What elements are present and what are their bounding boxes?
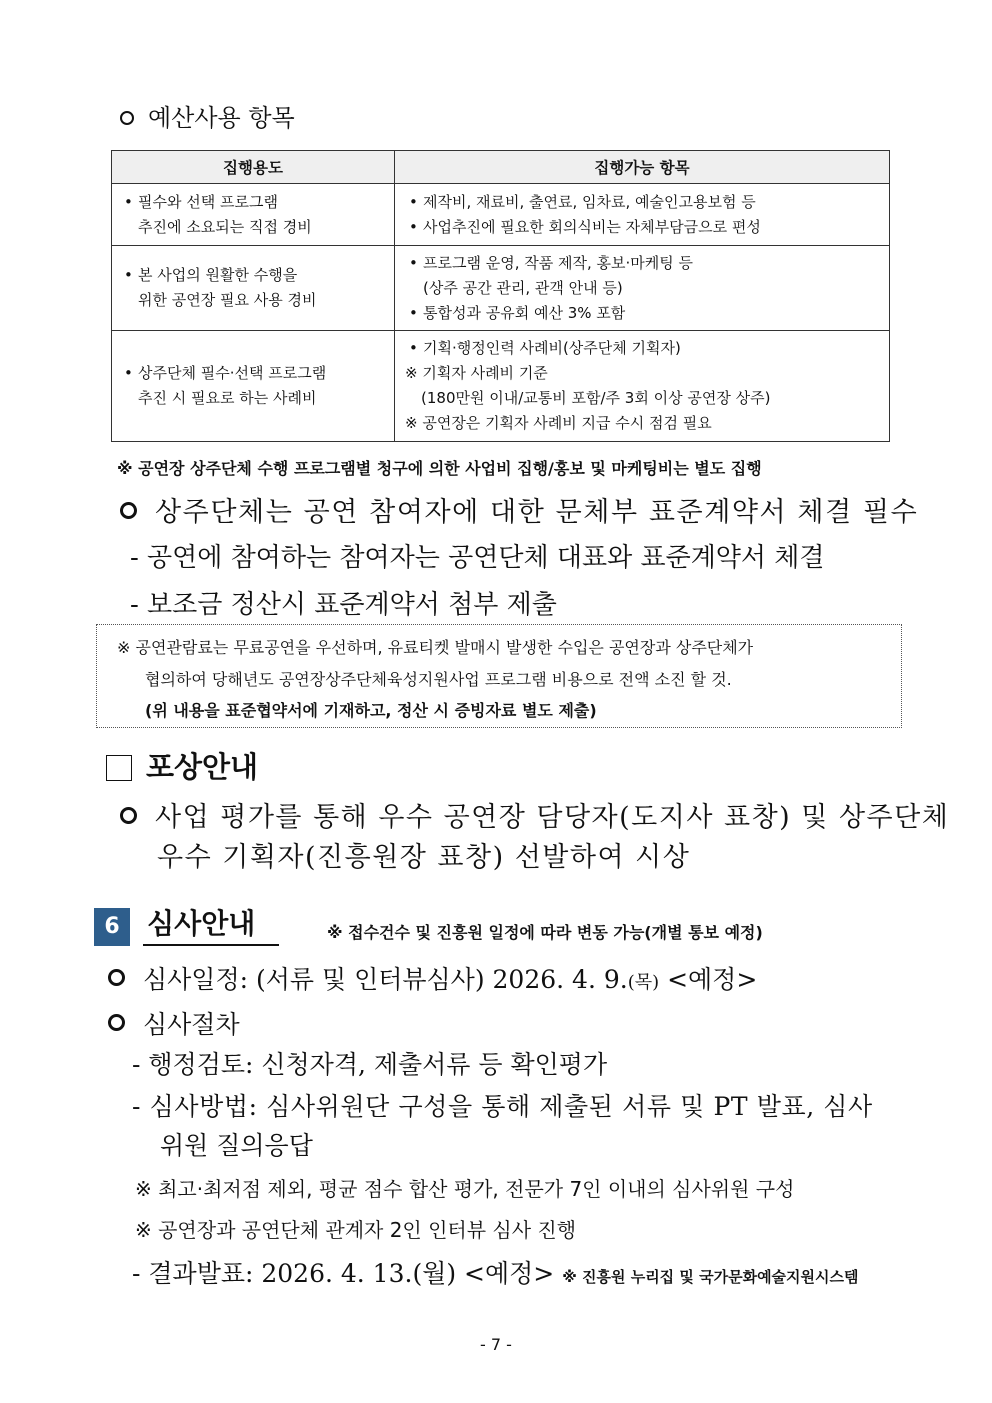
table-row [112,184,890,246]
review-admin: - 행정검토: 신청자격, 제출서류 등 확인평가 [132,1050,608,1079]
fee-note-box [96,624,902,728]
fee-note-line-1: ※ 공연관람료는 무료공연을 우선하며, 유료티켓 발매시 발생한 수입은 공연장과 상주단체가 [117,638,754,657]
item-text: • 제작비, 재료비, 출연료, 임차료, 예술인고용보험 등 [405,190,883,215]
award-title: 포상안내 [106,745,258,786]
circle-bullet-icon [108,969,125,986]
review-note-1: ※ 최고·최저점 제외, 평균 점수 합산 평가, 전문가 7인 이내의 심사위원 구성 [135,1177,795,1201]
table-row [112,246,890,331]
review-schedule: 심사일정: (서류 및 인터뷰심사) 2026. 4. 9.(목) <예정> [108,960,757,996]
page-number: - 7 - [480,1335,512,1354]
circle-bullet-icon [120,502,137,519]
use-cell [112,184,395,246]
review-method-2: 위원 질의응답 [160,1131,313,1160]
use-text: • 필수와 선택 프로그램 추진에 소요되는 직접 경비 [120,190,388,240]
table-header-row [112,151,890,184]
review-note-2: ※ 공연장과 공연단체 관계자 2인 인터뷰 심사 진행 [135,1218,577,1242]
item-text: • 기획·행정인력 사례비(상주단체 기획자) [405,336,883,361]
review-title-note: ※ 접수건수 및 진흥원 일정에 따라 변동 가능(개별 통보 예정) [327,923,763,942]
table-header-items: 집행가능 항목 [395,151,890,184]
review-method-1: - 심사방법: 심사위원단 구성을 통해 제출된 서류 및 PT 발표, 심사 [132,1092,873,1121]
items-cell [395,331,890,442]
use-text: • 상주단체 필수·선택 프로그램 추진 시 필요로 하는 사례비 [120,361,388,411]
items-cell [395,246,890,331]
use-text: • 본 사업의 원활한 수행을 위한 공연장 필요 사용 경비 [120,263,388,313]
circle-bullet-icon [120,807,137,824]
fee-note-line-3: (위 내용을 표준협약서에 기재하고, 정산 시 증빙자료 별도 제출) [145,701,597,720]
review-procedure: 심사절차 [108,1005,240,1041]
review-result-note: ※ 진흥원 누리집 및 국가문화예술지원시스템 [562,1268,859,1286]
contract-sub-1: - 공연에 참여하는 참여자는 공연단체 대표와 표준계약서 체결 [130,543,825,573]
contract-main: 상주단체는 공연 참여자에 대한 문체부 표준계약서 체결 필수 [120,490,918,529]
fee-note-line-2: 협의하여 당해년도 공연장상주단체육성지원사업 프로그램 비용으로 전액 소진 할 것. [145,670,732,689]
review-title: 심사안내 [143,902,279,946]
budget-table [111,150,890,442]
item-text: ※ 공연장은 기획자 사례비 지급 수시 점검 필요 [405,414,712,432]
table-header-use: 집행용도 [112,151,395,184]
item-text: (상주 공간 관리, 관객 안내 등) [423,278,623,297]
budget-heading: 예산사용 항목 [120,98,295,133]
item-text: ※ 기획자 사례비 기준 [405,364,548,382]
section-number-badge: 6 [94,908,130,946]
item-text: • 사업추진에 필요한 회의식비는 자체부담금으로 편성 [405,215,883,240]
review-header [94,902,279,946]
award-line-2: 우수 기획자(진흥원장 표창) 선발하여 시상 [157,842,691,873]
circle-bullet-icon [120,111,134,125]
item-text: (180만원 이내/교통비 포함/주 3회 이상 공연장 상주) [421,389,771,407]
award-line-1: 사업 평가를 통해 우수 공연장 담당자(도지사 표창) 및 상주단체 [120,795,949,834]
review-result: - 결과발표: 2026. 4. 13.(월) <예정> ※ 진흥원 누리집 및 국가문화예술지원시스템 [132,1259,859,1288]
budget-note: ※ 공연장 상주단체 수행 프로그램별 청구에 의한 사업비 집행/홍보 및 마케팅비는 별도 집행 [117,459,762,478]
items-cell [395,184,890,246]
item-text: • 통합성과 공유회 예산 3% 포함 [405,301,883,326]
contract-sub-2: - 보조금 정산시 표준계약서 첨부 제출 [130,590,557,620]
item-text: • 프로그램 운영, 작품 제작, 홍보·마케팅 등 [405,251,883,276]
use-cell [112,246,395,331]
circle-bullet-icon [108,1014,125,1031]
use-cell [112,331,395,442]
table-row [112,331,890,442]
checkbox-square-icon [106,755,132,781]
